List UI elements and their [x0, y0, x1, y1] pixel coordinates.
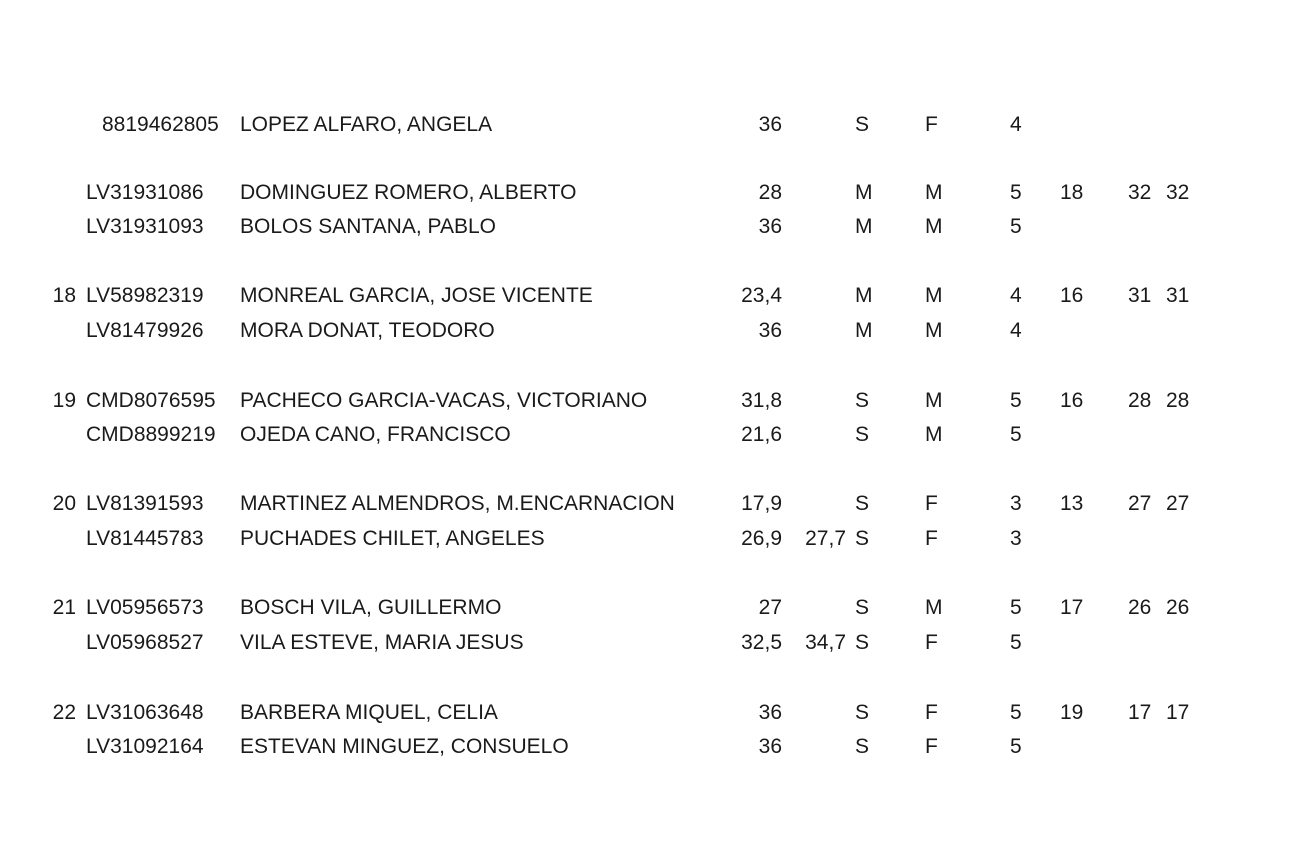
points-value: 17: [1060, 596, 1084, 619]
secondary-value: 27,7: [805, 527, 846, 550]
category: M: [855, 284, 873, 307]
player-id: LV05968527: [86, 631, 204, 654]
points-value: 13: [1060, 492, 1084, 515]
total-value: 32: [1166, 181, 1190, 204]
sex: M: [925, 596, 943, 619]
group-number: 19: [52, 389, 76, 412]
count-value: 4: [1010, 113, 1022, 136]
player-id: LV58982319: [86, 284, 204, 307]
sex: M: [925, 284, 943, 307]
player-name: PACHECO GARCIA-VACAS, VICTORIANO: [240, 389, 648, 412]
points-value: 19: [1060, 701, 1084, 724]
table-row: [0, 110, 1296, 140]
points-value: 16: [1060, 389, 1084, 412]
handicap-value: 36: [758, 701, 782, 724]
category: M: [855, 181, 873, 204]
points-value: 16: [1060, 284, 1084, 307]
handicap-value: 31,8: [741, 389, 782, 412]
group-number: 21: [52, 596, 76, 619]
player-id: CMD8899219: [86, 423, 216, 446]
handicap-value: 36: [758, 319, 782, 342]
category: S: [855, 596, 870, 619]
category: S: [855, 423, 870, 446]
total-value: 28: [1166, 389, 1190, 412]
category: M: [855, 319, 873, 342]
group-number: 20: [52, 492, 76, 515]
handicap-value: 36: [758, 735, 782, 758]
player-name: PUCHADES CHILET, ANGELES: [240, 527, 545, 550]
count-value: 4: [1010, 284, 1022, 307]
player-id: LV05956573: [86, 596, 204, 619]
score-value: 31: [1128, 284, 1152, 307]
count-value: 5: [1010, 215, 1022, 238]
category: S: [855, 527, 870, 550]
total-value: 31: [1166, 284, 1190, 307]
count-value: 5: [1010, 181, 1022, 204]
handicap-value: 36: [758, 113, 782, 136]
handicap-value: 28: [758, 181, 782, 204]
player-name: MORA DONAT, TEODORO: [240, 319, 495, 342]
table-row: [0, 593, 1296, 623]
category: S: [855, 735, 870, 758]
handicap-value: 21,6: [741, 423, 782, 446]
score-value: 28: [1128, 389, 1152, 412]
sex: M: [925, 423, 943, 446]
table-row: [0, 628, 1296, 658]
category: S: [855, 631, 870, 654]
sex: F: [925, 701, 938, 724]
player-id: LV31092164: [86, 735, 204, 758]
total-value: 17: [1166, 701, 1190, 724]
player-name: OJEDA CANO, FRANCISCO: [240, 423, 511, 446]
handicap-value: 23,4: [741, 284, 782, 307]
sex: M: [925, 215, 943, 238]
count-value: 5: [1010, 735, 1022, 758]
category: S: [855, 389, 870, 412]
sex: M: [925, 181, 943, 204]
count-value: 5: [1010, 631, 1022, 654]
sex: F: [925, 492, 938, 515]
total-value: 26: [1166, 596, 1190, 619]
table-row: [0, 281, 1296, 311]
player-name: BARBERA MIQUEL, CELIA: [240, 701, 498, 724]
player-id: LV31931093: [86, 215, 204, 238]
table-row: [0, 212, 1296, 242]
table-row: [0, 489, 1296, 519]
score-value: 27: [1128, 492, 1152, 515]
count-value: 5: [1010, 596, 1022, 619]
count-value: 5: [1010, 701, 1022, 724]
total-value: 27: [1166, 492, 1190, 515]
table-row: [0, 316, 1296, 346]
count-value: 5: [1010, 423, 1022, 446]
table-row: [0, 178, 1296, 208]
player-id: LV81479926: [86, 319, 204, 342]
sex: F: [925, 113, 938, 136]
player-name: MARTINEZ ALMENDROS, M.ENCARNACION: [240, 492, 675, 515]
table-row: [0, 386, 1296, 416]
sex: F: [925, 735, 938, 758]
count-value: 5: [1010, 389, 1022, 412]
player-id: LV31063648: [86, 701, 204, 724]
handicap-value: 32,5: [741, 631, 782, 654]
table-row: [0, 698, 1296, 728]
table-row: [0, 420, 1296, 450]
count-value: 3: [1010, 527, 1022, 550]
player-id: LV31931086: [86, 181, 204, 204]
score-value: 17: [1128, 701, 1152, 724]
sex: F: [925, 527, 938, 550]
sex: M: [925, 389, 943, 412]
score-value: 26: [1128, 596, 1152, 619]
category: S: [855, 113, 870, 136]
group-number: 18: [52, 284, 76, 307]
player-name: BOLOS SANTANA, PABLO: [240, 215, 496, 238]
player-id: LV81391593: [86, 492, 204, 515]
player-name: MONREAL GARCIA, JOSE VICENTE: [240, 284, 593, 307]
player-name: BOSCH VILA, GUILLERMO: [240, 596, 502, 619]
category: S: [855, 492, 870, 515]
points-value: 18: [1060, 181, 1084, 204]
table-row: [0, 732, 1296, 762]
player-name: ESTEVAN MINGUEZ, CONSUELO: [240, 735, 569, 758]
handicap-value: 26,9: [741, 527, 782, 550]
table-row: [0, 524, 1296, 554]
handicap-value: 27: [758, 596, 782, 619]
player-name: LOPEZ ALFARO, ANGELA: [240, 113, 493, 136]
secondary-value: 34,7: [805, 631, 846, 654]
sex: F: [925, 631, 938, 654]
score-value: 32: [1128, 181, 1152, 204]
handicap-value: 17,9: [741, 492, 782, 515]
group-number: 22: [52, 701, 76, 724]
player-id: LV81445783: [86, 527, 204, 550]
player-name: DOMINGUEZ ROMERO, ALBERTO: [240, 181, 577, 204]
count-value: 3: [1010, 492, 1022, 515]
handicap-value: 36: [758, 215, 782, 238]
count-value: 4: [1010, 319, 1022, 342]
category: S: [855, 701, 870, 724]
player-id: 8819462805: [102, 113, 219, 136]
category: M: [855, 215, 873, 238]
player-name: VILA ESTEVE, MARIA JESUS: [240, 631, 524, 654]
player-id: CMD8076595: [86, 389, 216, 412]
sex: M: [925, 319, 943, 342]
